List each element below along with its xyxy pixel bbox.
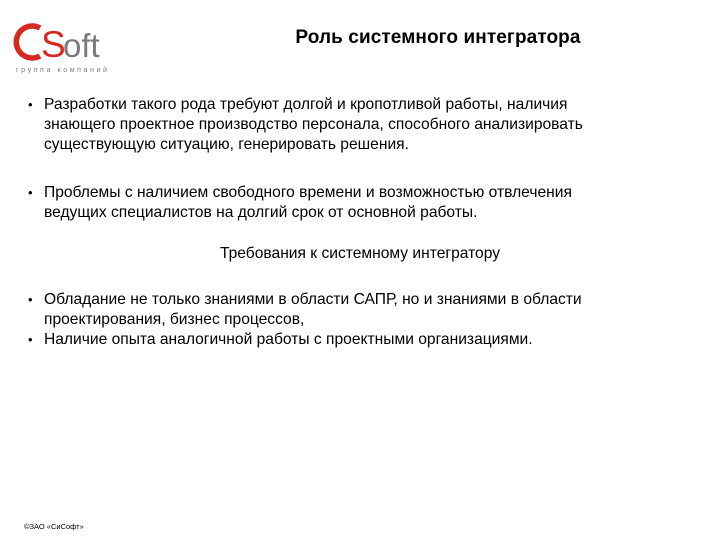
list-item-line: Проблемы с наличием свободного времени и возможностью отвлечения xyxy=(44,184,572,201)
list-item-line: существующую ситуацию, генерировать решения. xyxy=(44,136,409,153)
copyright-footer: ©ЗАО «СиСофт» xyxy=(24,522,84,531)
list-item xyxy=(28,183,698,223)
bullet-icon: • xyxy=(28,292,33,307)
bullet-icon: • xyxy=(28,97,33,112)
csoft-logo-graphic xyxy=(8,14,126,76)
list-item-line: Обладание не только знаниями в области САПР, но и знаниями в области xyxy=(44,291,582,308)
bullet-icon: • xyxy=(28,185,33,200)
list-item-line: Наличие опыта аналогичной работы с проектными организациями. xyxy=(44,331,533,348)
requirements-subheading-text: Требования к системному интегратору xyxy=(219,245,501,262)
list-item-line: проектирования, бизнес процессов, xyxy=(44,311,305,328)
list-item-line: знающего проектное производство персонала, способного анализировать xyxy=(44,116,583,133)
csoft-logo xyxy=(8,14,126,76)
list-item xyxy=(28,290,698,330)
svg-text:группа компаний: группа компаний xyxy=(16,67,110,74)
list-item xyxy=(28,330,698,350)
list-item xyxy=(28,95,698,155)
svg-text:oft: oft xyxy=(63,27,100,64)
requirements-subheading xyxy=(0,245,720,263)
bullet-icon: • xyxy=(28,332,33,347)
bullet-list-3 xyxy=(28,290,698,350)
bullet-list-1 xyxy=(28,95,698,155)
bullet-list-2 xyxy=(28,183,698,223)
list-item-line: Разработки такого рода требуют долгой и кропотливой работы, наличия xyxy=(44,96,568,113)
list-item-line: ведущих специалистов на долгий срок от основной работы. xyxy=(44,204,478,221)
svg-text:S: S xyxy=(41,24,66,65)
slide-title: Роль системного интегратора xyxy=(295,27,581,48)
